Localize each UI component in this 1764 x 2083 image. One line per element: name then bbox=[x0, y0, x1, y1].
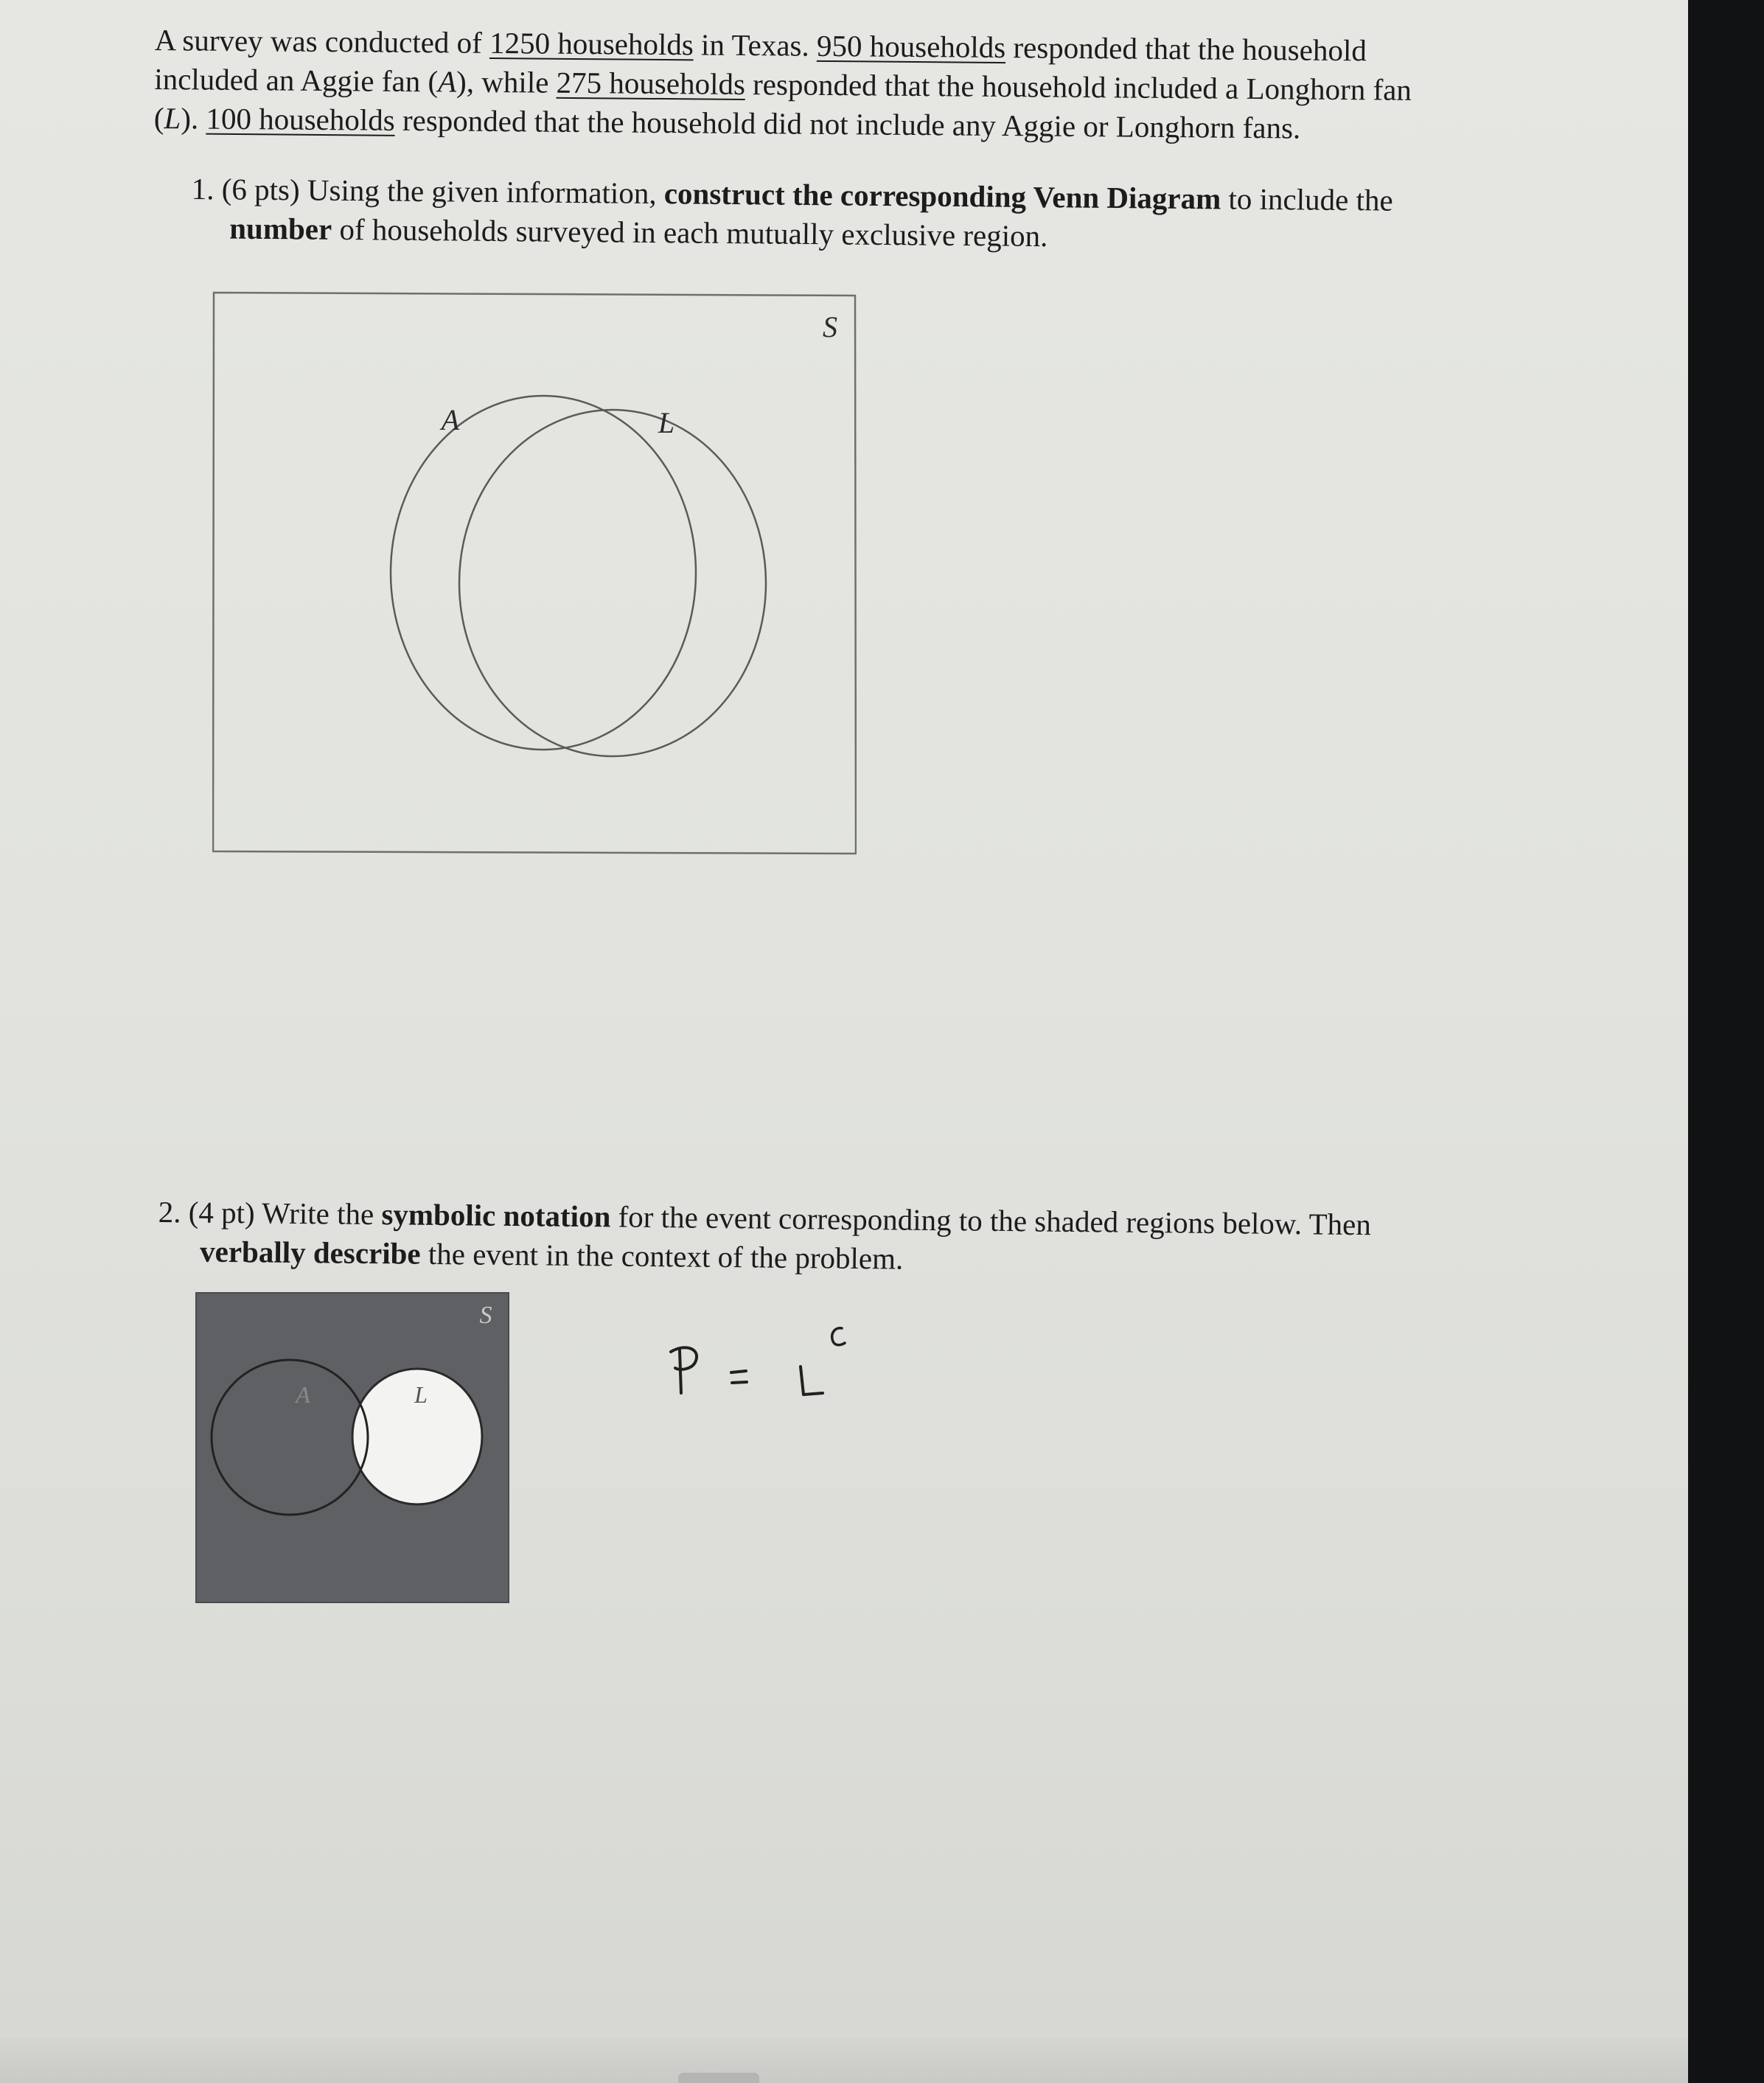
bold-instruction: symbolic notation bbox=[381, 1197, 611, 1234]
text: the event in the context of the problem. bbox=[420, 1236, 904, 1276]
text: ). bbox=[181, 101, 206, 136]
text: A survey was conducted of bbox=[154, 22, 490, 60]
text: for the event corresponding to the shaded regions below. Then bbox=[610, 1199, 1372, 1242]
handwritten-p-bowl bbox=[671, 1347, 697, 1370]
underlined-neither-households: 100 households bbox=[206, 101, 395, 137]
text: responded that the household bbox=[1005, 30, 1367, 68]
bold-instruction: number bbox=[229, 211, 332, 246]
bold-instruction: verbally describe bbox=[199, 1234, 421, 1271]
text: to include the bbox=[1221, 181, 1393, 217]
device-bottom-bar bbox=[0, 2039, 1688, 2083]
set-l-label: L bbox=[414, 1381, 428, 1408]
handwritten-equals-top bbox=[731, 1371, 746, 1372]
set-l-symbol: L bbox=[164, 101, 181, 136]
underlined-longhorn-households: 275 households bbox=[556, 65, 746, 101]
handwritten-superscript-c bbox=[832, 1328, 845, 1345]
set-a-label: A bbox=[296, 1381, 310, 1408]
handwritten-p-stem bbox=[680, 1350, 681, 1393]
text: included an Aggie fan ( bbox=[154, 61, 439, 99]
text: responded that the household included a Longhorn fan bbox=[745, 66, 1412, 107]
home-indicator[interactable] bbox=[678, 2073, 759, 2083]
sample-space-label: S bbox=[823, 310, 837, 343]
question-number: 1. bbox=[191, 171, 215, 206]
venn-diagram-empty[interactable] bbox=[212, 291, 857, 855]
set-a-symbol: A bbox=[437, 64, 457, 99]
text: (6 pts) Using the given information, bbox=[221, 172, 665, 211]
sample-space-rectangle bbox=[213, 293, 856, 854]
text: ), while bbox=[456, 64, 557, 100]
text: responded that the household did not include any Aggie or Longhorn fans. bbox=[394, 102, 1301, 145]
text: (4 pt) Write the bbox=[188, 1195, 382, 1232]
set-l-circle[interactable] bbox=[459, 410, 766, 756]
underlined-aggie-households: 950 households bbox=[816, 28, 1006, 65]
set-a-label: A bbox=[441, 403, 460, 436]
question-1 bbox=[191, 170, 1563, 261]
device-bezel bbox=[1688, 0, 1764, 2083]
text: ( bbox=[153, 100, 164, 136]
bold-instruction: construct the corresponding Venn Diagram bbox=[663, 176, 1221, 216]
sample-space-label: S bbox=[479, 1302, 492, 1329]
handwritten-equals-bottom bbox=[732, 1382, 747, 1383]
underlined-total-households: 1250 households bbox=[489, 25, 694, 62]
text: in Texas. bbox=[693, 27, 817, 63]
question-2 bbox=[158, 1193, 1559, 1285]
problem-statement bbox=[154, 21, 1555, 150]
handwritten-l bbox=[801, 1367, 823, 1395]
question-number: 2. bbox=[158, 1194, 181, 1229]
venn-diagram-shaded bbox=[195, 1292, 509, 1603]
handwritten-answer bbox=[663, 1319, 855, 1415]
set-l-label: L bbox=[658, 406, 675, 439]
set-a-circle[interactable] bbox=[391, 396, 696, 750]
text: of households surveyed in each mutually exclusive region. bbox=[331, 212, 1048, 254]
